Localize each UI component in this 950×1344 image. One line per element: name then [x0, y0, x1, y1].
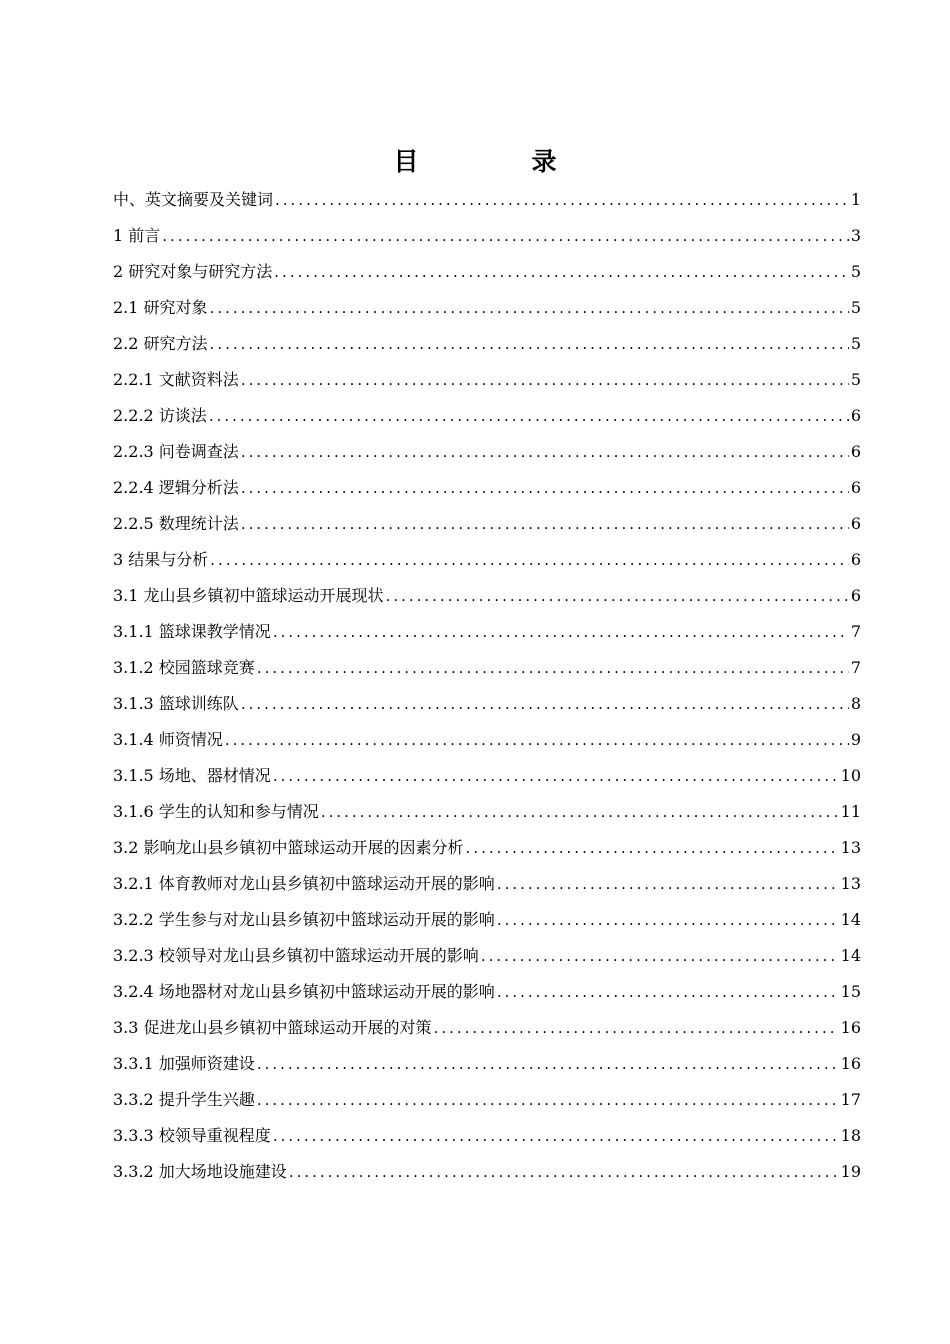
toc-entry-label: 3.3.2 提升学生兴趣 [113, 1090, 255, 1109]
toc-entry-page-number: 6 [850, 442, 861, 461]
toc-entry-label: 2.2.3 问卷调查法 [113, 442, 239, 461]
toc-entry[interactable] [113, 1118, 861, 1154]
toc-entry-label: 2.2.5 数理统计法 [113, 514, 239, 533]
toc-entry-label: 2.2.4 逻辑分析法 [113, 478, 239, 497]
toc-dot-leader [275, 182, 849, 218]
toc-entry-label: 3.2 影响龙山县乡镇初中篮球运动开展的因素分析 [113, 838, 464, 857]
toc-entry[interactable] [113, 650, 861, 686]
toc-entry-page-number: 6 [850, 550, 861, 569]
toc-entry[interactable] [113, 542, 861, 578]
toc-entry[interactable] [113, 902, 861, 938]
toc-entry-label: 3.1.1 篮球课教学情况 [113, 622, 271, 641]
toc-entry-page-number: 6 [850, 586, 861, 605]
toc-entry-page-number: 6 [850, 478, 861, 497]
toc-dot-leader [210, 290, 849, 326]
toc-entry-label: 3.2.3 校领导对龙山县乡镇初中篮球运动开展的影响 [113, 946, 479, 965]
toc-entry-label: 3.3.1 加强师资建设 [113, 1054, 255, 1073]
toc-entry[interactable] [113, 722, 861, 758]
toc-entry-page-number: 14 [840, 910, 861, 929]
toc-entry-page-number: 5 [850, 298, 861, 317]
toc-entry[interactable] [113, 506, 861, 542]
toc-entry-label: 3 结果与分析 [113, 550, 209, 569]
toc-dot-leader [466, 830, 839, 866]
toc-entry[interactable] [113, 182, 861, 218]
toc-entry-label: 中、英文摘要及关键词 [113, 190, 274, 209]
toc-entry-page-number: 6 [850, 406, 861, 425]
toc-entry-page-number: 3 [850, 226, 861, 245]
toc-entry-page-number: 5 [850, 262, 861, 281]
toc-entry-label: 2.2 研究方法 [113, 334, 208, 353]
toc-dot-leader [257, 650, 849, 686]
toc-entry-page-number: 6 [850, 514, 861, 533]
toc-entry-page-number: 7 [850, 622, 861, 641]
toc-entry-page-number: 19 [840, 1162, 861, 1181]
toc-entry-page-number: 1 [850, 190, 861, 209]
toc-entry[interactable] [113, 1010, 861, 1046]
toc-dot-leader [434, 1010, 839, 1046]
toc-entry-label: 3.1.3 篮球训练队 [113, 694, 239, 713]
toc-entry[interactable] [113, 758, 861, 794]
toc-dot-leader [273, 1118, 839, 1154]
toc-entry[interactable] [113, 938, 861, 974]
toc-entry-page-number: 13 [840, 838, 861, 857]
toc-entry[interactable] [113, 614, 861, 650]
toc-entry[interactable] [113, 1046, 861, 1082]
toc-entry[interactable] [113, 578, 861, 614]
toc-dot-leader [273, 758, 839, 794]
toc-entry-label: 3.1.2 校园篮球竞赛 [113, 658, 255, 677]
toc-dot-leader [386, 578, 849, 614]
toc-entry[interactable] [113, 974, 861, 1010]
toc-dot-leader [321, 794, 839, 830]
toc-entry-label: 1 前言 [113, 226, 161, 245]
toc-dot-leader [257, 1046, 839, 1082]
toc-entry[interactable] [113, 398, 861, 434]
toc-entry-page-number: 11 [840, 802, 861, 821]
toc-entry-label: 3.3.3 校领导重视程度 [113, 1126, 271, 1145]
toc-entry-page-number: 5 [850, 370, 861, 389]
toc-dot-leader [210, 542, 849, 578]
toc-entry-page-number: 15 [840, 982, 861, 1001]
toc-dot-leader [481, 938, 839, 974]
toc-dot-leader [225, 722, 849, 758]
toc-dot-leader [241, 434, 849, 470]
toc-dot-leader [162, 218, 849, 254]
toc-entry-label: 3.2.4 场地器材对龙山县乡镇初中篮球运动开展的影响 [113, 982, 495, 1001]
toc-entry-label: 2.1 研究对象 [113, 298, 208, 317]
toc-entry-page-number: 7 [850, 658, 861, 677]
toc-entry-label: 3.1.6 学生的认知和参与情况 [113, 802, 319, 821]
toc-entry-page-number: 16 [840, 1018, 861, 1037]
toc-entry-label: 3.2.2 学生参与对龙山县乡镇初中篮球运动开展的影响 [113, 910, 495, 929]
toc-dot-leader [497, 902, 839, 938]
toc-dot-leader [273, 614, 849, 650]
toc-dot-leader [257, 1082, 839, 1118]
toc-entry[interactable] [113, 1082, 861, 1118]
toc-dot-leader [497, 866, 839, 902]
toc-dot-leader [241, 470, 849, 506]
toc-entry-label: 3.3 促进龙山县乡镇初中篮球运动开展的对策 [113, 1018, 432, 1037]
toc-entry[interactable] [113, 1154, 861, 1190]
toc-entry[interactable] [113, 686, 861, 722]
toc-entry-page-number: 8 [850, 694, 861, 713]
toc-entry-page-number: 14 [840, 946, 861, 965]
toc-dot-leader [210, 326, 849, 362]
toc-entry[interactable] [113, 794, 861, 830]
toc-entry-label: 3.3.2 加大场地设施建设 [113, 1162, 287, 1181]
toc-title: 目 录 [393, 147, 601, 176]
toc-dot-leader [289, 1154, 839, 1190]
toc-entry-page-number: 13 [840, 874, 861, 893]
toc-entry[interactable] [113, 830, 861, 866]
toc-entry-page-number: 16 [840, 1054, 861, 1073]
toc-entry[interactable] [113, 254, 861, 290]
toc-dot-leader [241, 506, 849, 542]
toc-entry-label: 3.1.4 师资情况 [113, 730, 223, 749]
toc-entry[interactable] [113, 866, 861, 902]
toc-entry[interactable] [113, 326, 861, 362]
toc-entry-label: 3.1 龙山县乡镇初中篮球运动开展现状 [113, 586, 384, 605]
toc-entry[interactable] [113, 218, 861, 254]
toc-entry-page-number: 10 [840, 766, 861, 785]
toc-entry-page-number: 17 [840, 1090, 861, 1109]
toc-entry-label: 2 研究对象与研究方法 [113, 262, 273, 281]
toc-entry[interactable] [113, 290, 861, 326]
toc-entry-page-number: 18 [840, 1126, 861, 1145]
toc-entry[interactable] [113, 470, 861, 506]
toc-entry-page-number: 9 [850, 730, 861, 749]
toc-entry-label: 2.2.1 文献资料法 [113, 370, 239, 389]
toc-entry-label: 2.2.2 访谈法 [113, 406, 207, 425]
toc-entry-page-number: 5 [850, 334, 861, 353]
table-of-contents [113, 182, 861, 1190]
toc-dot-leader [497, 974, 839, 1010]
toc-dot-leader [274, 254, 849, 290]
toc-entry[interactable] [113, 362, 861, 398]
toc-dot-leader [241, 686, 849, 722]
toc-entry-label: 3.1.5 场地、器材情况 [113, 766, 271, 785]
toc-dot-leader [209, 398, 849, 434]
toc-dot-leader [241, 362, 849, 398]
toc-entry-label: 3.2.1 体育教师对龙山县乡镇初中篮球运动开展的影响 [113, 874, 495, 893]
toc-entry[interactable] [113, 434, 861, 470]
